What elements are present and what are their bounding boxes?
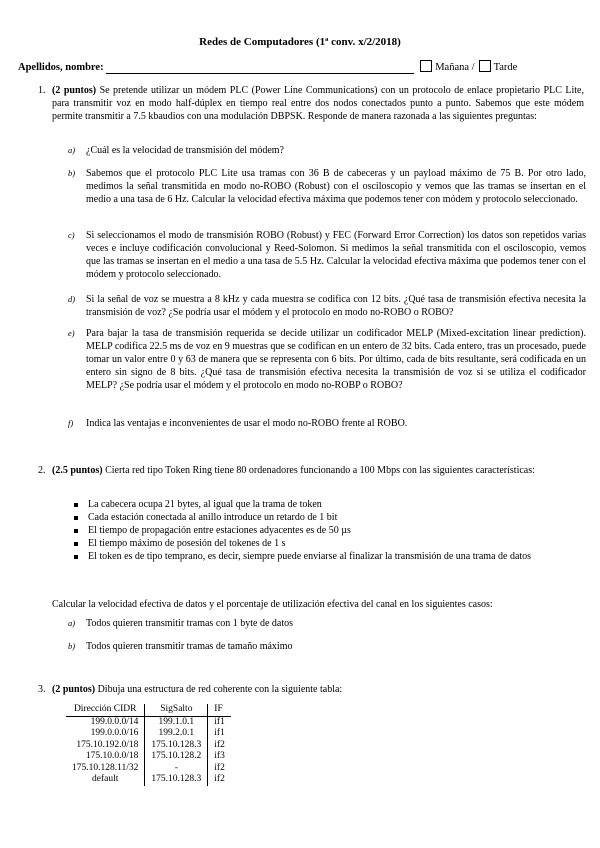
question-2-text: Cierta red tipo Token Ring tiene 80 ordenadores funcionando a 100 Mbps con las siguientes características: bbox=[105, 465, 535, 476]
list-item: Cada estación conectada al anillo introduce un retardo de 1 bit bbox=[88, 511, 584, 524]
q2-item-b: b) Todos quieren transmitir tramas de tamaño máximo bbox=[68, 641, 293, 652]
q2-calc-text: Calcular la velocidad efectiva de datos y el porcentaje de utilización efectiva del canal en los siguientes casos: bbox=[52, 599, 493, 610]
question-3-text: Dibuja una estructura de red coherente con la siguiente tabla: bbox=[97, 684, 343, 695]
question-1-intro bbox=[38, 84, 584, 123]
table-header: SigSalto bbox=[145, 704, 208, 716]
name-input-line[interactable] bbox=[106, 64, 414, 74]
question-1-text: Se pretende utilizar un módem PLC (Power Line Communications) con un protocolo de enlace propietario PLC Lite, para transmitir voz en modo half-dúplex en tiempo real entre dos nodos conectados punto a punto. Sabemos que este módem permite transmitir a 7.5 kbaudios con una modulación DBPSK. Responde de manera razonada a las siguientes preguntas: bbox=[52, 85, 584, 122]
routing-table bbox=[66, 704, 231, 786]
q1-item-b: b) Sabemos que el protocolo PLC Lite usa tramas con 36 B de cabeceras y un payload máximo de 75 B. Por otro lado, medimos la señal transmitida en modo no-ROBO (Robust) con el osciloscopio y vemos que las tramas se insertan en el medio a una tasa de 6 Hz. Calcular la velocidad efectiva máxima que podemos tener con módem y protocolo seleccionado. bbox=[68, 168, 586, 205]
list-item: El token es de tipo temprano, es decir, siempre puede enviarse al finalizar la transmisión de una trama de datos bbox=[88, 550, 584, 563]
question-3-number: 3. bbox=[38, 684, 46, 695]
question-2-points: (2.5 puntos) bbox=[52, 465, 103, 476]
question-3-intro bbox=[38, 683, 584, 696]
table-row: 175.10.0.0/18 175.10.128.2 if3 bbox=[66, 751, 231, 763]
table-header-row bbox=[66, 704, 231, 716]
table-row: 199.0.0.0/16 199.2.0.1 if1 bbox=[66, 728, 231, 740]
afternoon-checkbox[interactable] bbox=[479, 60, 491, 72]
list-item: El tiempo máximo de posesión del tokenes de 1 s bbox=[88, 537, 584, 550]
q1-item-a: a) ¿Cuál es la velocidad de transmisión del módem? bbox=[68, 145, 284, 156]
q2-bullet-list bbox=[88, 498, 584, 563]
name-row bbox=[18, 60, 588, 74]
q2-item-a: a) Todos quieren transmitir tramas con 1 byte de datos bbox=[68, 618, 294, 629]
question-3-points: (2 puntos) bbox=[52, 684, 96, 695]
table-row: 175.10.128.11/32 - if2 bbox=[66, 763, 231, 775]
table-header: IF bbox=[208, 704, 231, 716]
list-item: El tiempo de propagación entre estaciones adyacentes es de 50 µs bbox=[88, 524, 584, 537]
exam-title: Redes de Computadores (1ª conv. x/2/2018) bbox=[199, 36, 401, 48]
table-header: Dirección CIDR bbox=[66, 704, 145, 716]
afternoon-label: Tarde bbox=[493, 62, 518, 73]
q1-item-f: f) Indica las ventajas e inconvenientes de usar el modo no-ROBO frente al ROBO. bbox=[68, 418, 408, 429]
name-label: Apellidos, nombre: bbox=[18, 62, 104, 73]
question-2-intro bbox=[38, 464, 584, 477]
q1-item-d: d) Si la señal de voz se muestra a 8 kHz y cada muestra se codifica con 12 bits. ¿Qué tasa de transmisión efectiva necesita la transmisión de voz? ¿Se podría usar el módem y el protocolo en modo no-ROBO o ROBO? bbox=[68, 294, 586, 318]
morning-checkbox[interactable] bbox=[420, 60, 432, 72]
morning-label: Mañana / bbox=[435, 62, 475, 73]
list-item: La cabecera ocupa 21 bytes, al igual que la trama de token bbox=[88, 498, 584, 511]
q1-item-e: e) Para bajar la tasa de transmisión requerida se decide utilizar un codificador MELP (Mixed-excitation linear prediction). MELP codifica 22.5 ms de voz en 9 muestras que se codifican en un entero de 32 bits. Cada entero, tras un procesado, puede tomar un valor entre 0 y 63 de manera que se representa con 6 bits. Por último, cada de bits resultante, será codificada en un entero sin signo de 8 bits. ¿Qué tasa de transmisión efectiva necesita la transmisión de voz si se utiliza el codificador MELP? ¿Se podría usar el módem y el protocolo en modo no-ROBP o ROBO? bbox=[68, 328, 586, 391]
table-row: 199.0.0.0/14 199.1.0.1 if1 bbox=[66, 716, 231, 728]
q1-item-c: c) Si seleccionamos el modo de transmisión ROBO (Robust) y FEC (Forward Error Correction) los datos son repetidos varias veces e incluye codificación convolucional y Reed-Solomon. Si medimos la señal transmitida con el osciloscopio, vemos que las tramas se insertan en el medio a una tasa de 5.5 Hz. Calcular la velocidad efectiva máxima que podemos tener con el módem y protocolo seleccionado. bbox=[68, 230, 586, 280]
question-2-number: 2. bbox=[38, 465, 46, 476]
question-1-number: 1. bbox=[38, 85, 46, 96]
question-1-points: (2 puntos) bbox=[52, 85, 97, 96]
table-row: default 175.10.128.3 if2 bbox=[66, 774, 231, 786]
table-row: 175.10.192.0/18 175.10.128.3 if2 bbox=[66, 740, 231, 752]
